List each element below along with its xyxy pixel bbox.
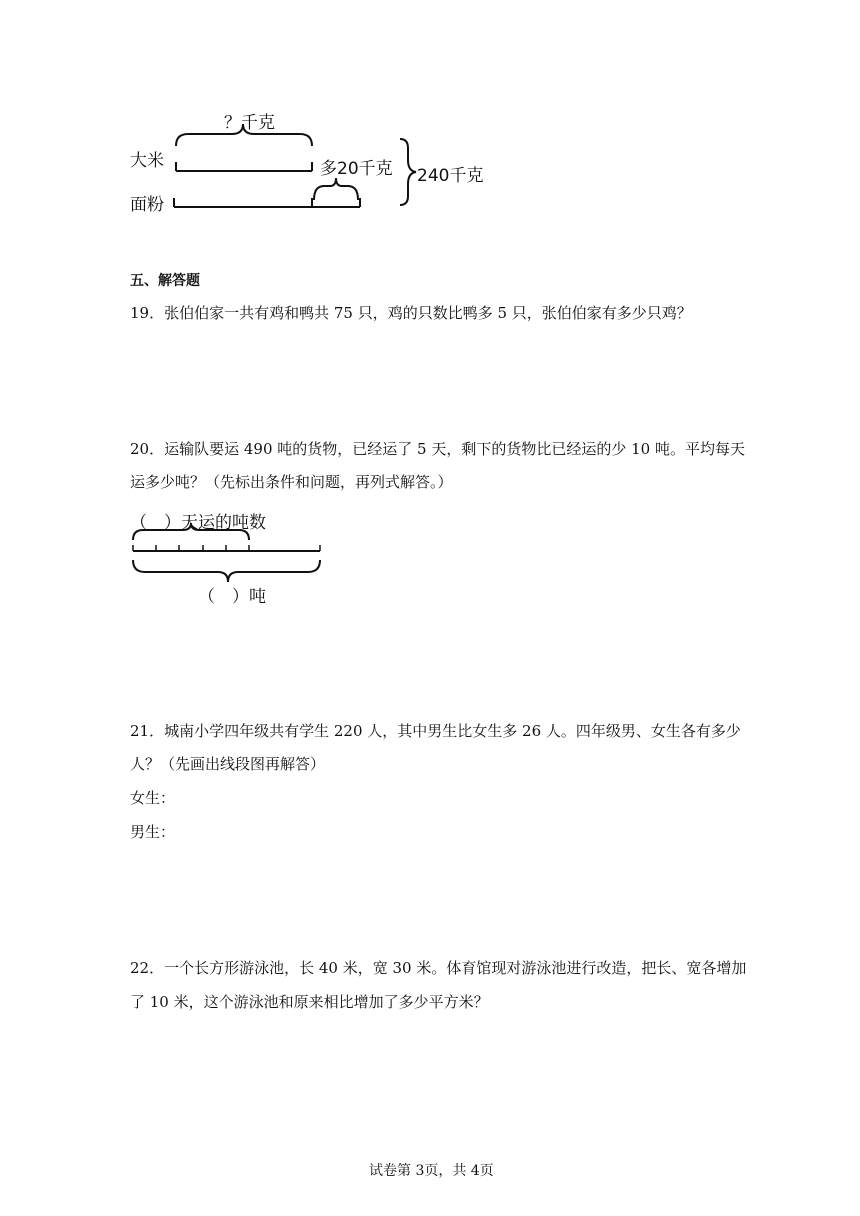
boys-label: 男生：	[130, 823, 176, 841]
question-21-line1: 21．城南小学四年级共有学生 220 人，其中男生比女生多 26 人。四年级男、女生各有多少	[130, 722, 741, 740]
question-20-line2: 运多少吨？（先标出条件和问题，再列式解答。）	[130, 473, 453, 491]
question-19: 19．张伯伯家一共有鸡和鸭共 75 只，鸡的只数比鸭多 5 只，张伯伯家有多少只鸡？	[130, 304, 692, 322]
question-22-line2: 了 10 米，这个游泳池和原来相比增加了多少平方米？	[130, 993, 489, 1011]
question-20-line1: 20．运输队要运 490 吨的货物，已经运了 5 天，剩下的货物比已经运的少 10 吨。平均每天	[130, 440, 745, 458]
flour-label: 面粉	[130, 195, 164, 215]
question-mass-label: ？千克	[224, 113, 275, 133]
section-title: 五、解答题	[130, 273, 200, 289]
girls-label: 女生：	[130, 789, 176, 807]
days-tons-label: （ ）天运的吨数	[130, 513, 266, 533]
rice-label: 大米	[130, 151, 164, 171]
total-brace	[133, 560, 320, 582]
page-footer: 试卷第 3页，共 4页	[369, 1163, 494, 1179]
total-mass-label: 240千克	[417, 166, 484, 186]
total-tons-label: （ ）吨	[198, 587, 266, 607]
question-21-line2: 人？（先画出线段图再解答）	[130, 755, 326, 773]
days-brace	[133, 523, 249, 540]
question-22-line1: 22．一个长方形游泳池，长 40 米，宽 30 米。体育馆现对游泳池进行改造，把长、宽各增加	[130, 959, 747, 977]
more-amount-label: 多20千克	[320, 159, 393, 179]
